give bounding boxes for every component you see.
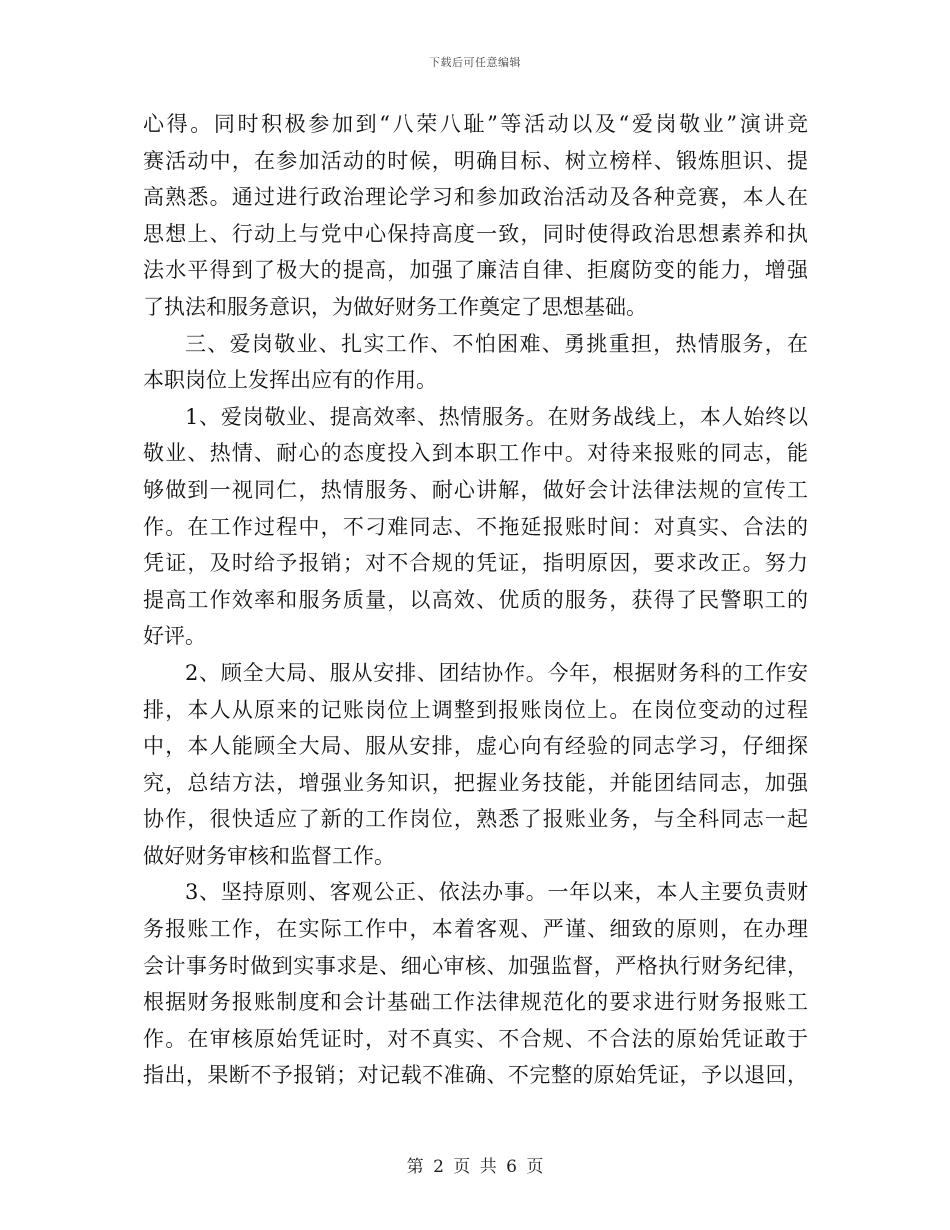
text-line: 敬业、热情、耐心的态度投入到本职工作中。对待来报账的同志，能 xyxy=(143,441,808,466)
text-line: 指出，果断不予报销；对记载不准确、不完整的原始凭证，予以退回， xyxy=(143,1063,808,1088)
text-line: 法水平得到了极大的提高，加强了廉洁自律、拒腐防变的能力，增强 xyxy=(143,258,808,283)
text-line: 排，本人从原来的记账岗位上调整到报账岗位上。在岗位变动的过程 xyxy=(143,697,808,722)
paragraph-start-line: 1、爱岗敬业、提高效率、热情服务。在财务战线上，本人始终以 xyxy=(185,404,808,429)
paragraph-start-line: 三、爱岗敬业、扎实工作、不怕困难、勇挑重担，热情服务，在 xyxy=(185,331,808,356)
text-line: 高熟悉。通过进行政治理论学习和参加政治活动及各种竞赛，本人在 xyxy=(143,185,808,210)
text-line: 作。在工作过程中，不刁难同志、不拖延报账时间：对真实、合法的 xyxy=(143,514,808,539)
page-number: 第 2 页 共 6 页 xyxy=(406,1157,544,1177)
paragraph-start-line: 3、坚持原则、客观公正、依法办事。一年以来，本人主要负责财 xyxy=(185,880,808,905)
text-line: 做好财务审核和监督工作。 xyxy=(143,843,395,868)
document-body xyxy=(143,106,808,1094)
text-line: 凭证，及时给予报销；对不合规的凭证，指明原因，要求改正。努力 xyxy=(143,551,808,576)
paragraph-start-line: 2、顾全大局、服从安排、团结协作。今年，根据财务科的工作安 xyxy=(185,660,808,685)
text-line: 好评。 xyxy=(143,624,206,649)
text-line: 务报账工作，在实际工作中，本着客观、严谨、细致的原则，在办理 xyxy=(143,917,808,942)
text-line: 会计事务时做到实事求是、细心审核、加强监督，严格执行财务纪律， xyxy=(143,953,808,978)
text-line: 根据财务报账制度和会计基础工作法律规范化的要求进行财务报账工 xyxy=(143,990,808,1015)
text-line: 了执法和服务意识，为做好财务工作奠定了思想基础。 xyxy=(143,294,647,319)
text-line: 中，本人能顾全大局、服从安排，虚心向有经验的同志学习，仔细探 xyxy=(143,734,808,759)
text-line: 提高工作效率和服务质量，以高效、优质的服务，获得了民警职工的 xyxy=(143,587,808,612)
text-line: 心得。同时积极参加到“八荣八耻”等活动以及“爱岗敬业”演讲竞 xyxy=(143,112,808,136)
text-line: 协作，很快适应了新的工作岗位，熟悉了报账业务，与全科同志一起 xyxy=(143,807,808,832)
text-line: 思想上、行动上与党中心保持高度一致，同时使得政治思想素养和执 xyxy=(143,221,808,246)
text-line: 本职岗位上发挥出应有的作用。 xyxy=(143,368,437,393)
text-line: 够做到一视同仁，热情服务、耐心讲解，做好会计法律法规的宣传工 xyxy=(143,477,808,502)
page-header: 下载后可任意编辑 xyxy=(429,56,521,69)
text-line: 作。在审核原始凭证时，对不真实、不合规、不合法的原始凭证敢于 xyxy=(143,1026,808,1051)
text-line: 赛活动中，在参加活动的时候，明确目标、树立榜样、锻炼胆识、提 xyxy=(143,148,808,173)
text-line: 究，总结方法，增强业务知识，把握业务技能，并能团结同志，加强 xyxy=(143,770,808,795)
